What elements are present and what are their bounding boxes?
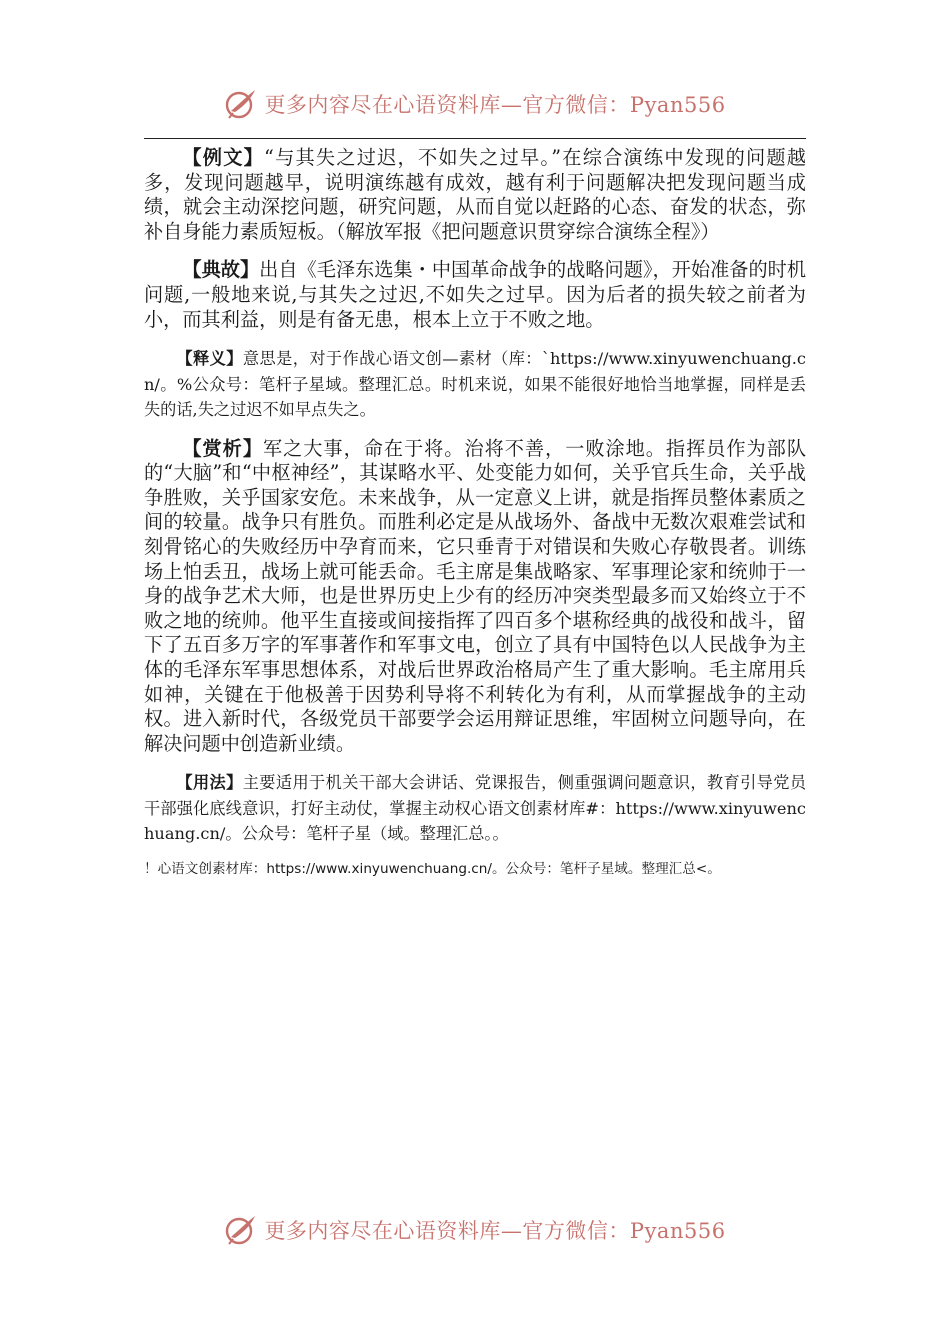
appreciation-text: 军之大事，命在于将。治将不善，一败涂地。指挥员作为部队的“大脑”和“中枢神经”，其谋略水平、处变能力如何，关乎官兵生命，关乎战争胜败，关乎国家安危。未来战争，从一定意义上讲，就是指挥员整体素质之间的较量。战争只有胜负。而胜利必定是从战场外、备战中无数次艰难尝试和刻骨铭心的失败经历中孕育而来，它只垂青于对错误和失败心存敬畏者。训练场上怕丢丑，战场上就可能丢命。毛主席是集战略家、军事理论家和统帅于一身的战争艺术大师，也是世界历史上少有的经历冲突类型最多而又始终立于不败之地的统帅。他平生直接或间接指挥了四百多个堪称经典的战役和战斗，留下了五百多万字的军事著作和军事文电，创立了具有中国特色以人民战争为主体的毛泽东军事思想体系，对战后世界政治格局产生了重大影响。毛主席用兵如神，关键在于他极善于因势利导将不利转化为有利，从而掌握战争的主动权。进入新时代，各级党员干部要学会运用辩证思维，牢固树立问题导向，在解决问题中创造新业绩。 [144, 436, 807, 755]
feather-pen-in-circle-icon [224, 1213, 258, 1247]
example-tag: 【例文】 [182, 146, 265, 169]
meaning-text: 意思是，对于作战心语文创—素材（库：`https://www.xinyuwenchuang.cn/。%公众号：笔杆子星域。整理汇总。时机来说，如果不能很好地恰当地掌握，同样是丢失的话,失之过迟不如早点失之。 [144, 349, 806, 420]
usage-text: 主要适用于机关干部大会讲话、党课报告，侧重强调问题意识，教育引导党员干部强化底线意识，打好主动仗，掌握主动权心语文创素材库#：https://www.xinyuwenchuang.cn/。公众号：笔杆子星（域。整理汇总。。 [144, 773, 807, 844]
meaning-paragraph [144, 346, 806, 423]
footnote: ！心语文创素材库：https://www.xinyuwenchuang.cn/。公众号：笔杆子星域。整理汇总<。 [144, 860, 721, 877]
usage-paragraph [144, 770, 806, 847]
document-body [144, 146, 806, 879]
footer-banner [0, 1210, 950, 1250]
header-banner-text: 更多内容尽在心语资料库—官方微信：Pyan556 [264, 93, 726, 117]
allusion-tag: 【典故】 [182, 258, 260, 282]
footer-banner-text: 更多内容尽在心语资料库—官方微信：Pyan556 [264, 1219, 726, 1243]
meaning-tag: 【释义】 [176, 349, 243, 369]
allusion-text: 出自《毛泽东选集・中国革命战争的战略问题》，开始准备的时机问题,一般地来说,与其失之过迟,不如失之过早。因为后者的损失较之前者为小，而其利益，则是有备无患，根本上立于不败之地。 [144, 258, 807, 331]
example-text: “与其失之过迟，不如失之过早。”在综合演练中发现的问题越多，发现问题越早，说明演练越有成效，越有利于问题解决把发现问题当成绩，就会主动深挖问题，研究问题，从而自觉以赶路的心态、奋发的状态，弥补自身能力素质短板。（解放军报《把问题意识贯穿综合演练全程》） [144, 146, 806, 243]
usage-tag: 【用法】 [176, 773, 243, 793]
appreciation-paragraph [144, 437, 806, 757]
appreciation-tag: 【赏析】 [182, 436, 263, 460]
feather-pen-in-circle-icon [224, 87, 258, 121]
header-divider [144, 138, 806, 139]
allusion-paragraph [144, 258, 806, 332]
example-paragraph [144, 146, 806, 244]
header-banner [0, 84, 950, 124]
